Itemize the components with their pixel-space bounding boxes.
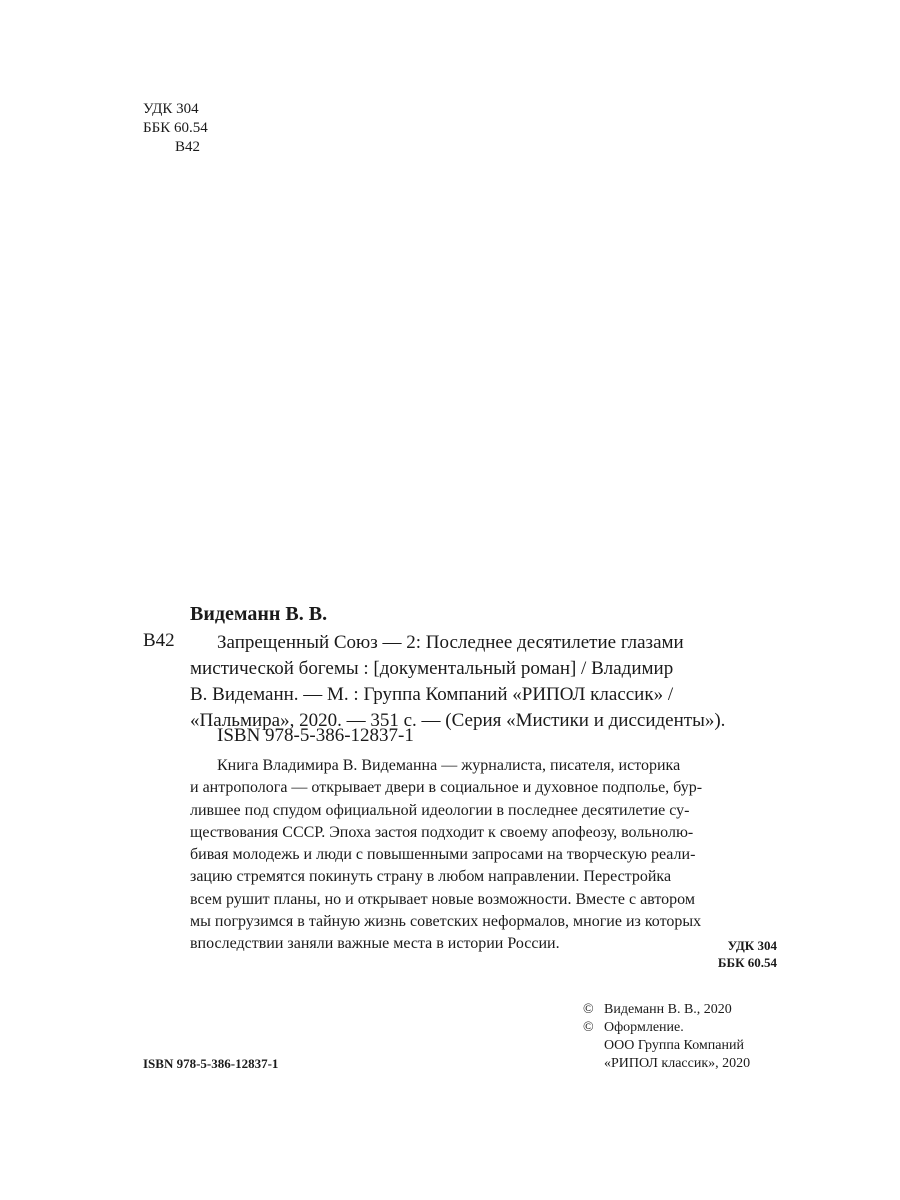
copyright-publisher: ООО Группа Компаний [604,1038,744,1053]
classification-codes-bottom [600,937,777,971]
author-mark: В42 [143,630,175,651]
book-abstract [190,755,780,956]
bibliographic-description [190,630,780,734]
udk-code: УДК 304 [143,101,199,117]
bbk-code: ББК 60.54 [143,120,208,136]
footer-isbn: ISBN 978-5-386-12837-1 [143,1056,279,1071]
classification-codes-top [143,100,208,157]
abstract-line: Книга Владимира В. Видеманна — журналиста, писателя, историка [217,757,681,774]
udk-code: УДК 304 [727,938,777,953]
isbn-entry: ISBN 978-5-386-12837-1 [217,725,414,746]
copyright-design-text: Оформление. [604,1020,684,1035]
abstract-line: бивая молодежь и люди с повышенными запросами на творческую реали- [190,846,696,864]
abstract-line: всем рушит планы, но и открывает новые возможности. Вместе с автором [190,890,695,908]
description-line: мистической богемы : [документальный роман] / Владимир [190,658,674,679]
abstract-line: ществования СССР. Эпоха застоя подходит к своему апофеозу, вольнолю- [190,823,694,841]
copyright-author [583,1001,750,1019]
author-mark-code: В42 [175,139,201,155]
abstract-line: зацию стремятся покинуть страну в любом направлении. Перестройка [190,868,672,886]
abstract-line: мы погрузимся в тайную жизнь советских неформалов, многие из которых [190,913,702,931]
copyright-icon: © [583,1002,594,1017]
description-line: Запрещенный Союз — 2: Последнее десятилетие глазами [217,632,684,653]
copyright-design [583,1019,750,1037]
copyright-icon: © [583,1020,594,1035]
abstract-line: и антрополога — открывает двери в социальное и духовное подполье, бур- [190,779,703,797]
description-line: В. Видеманн. — М. : Группа Компаний «РИПОЛ классик» / [190,684,674,705]
abstract-line: впоследствии заняли важные места в истории России. [190,935,560,953]
copyright-block [583,1001,750,1073]
copyright-publisher: «РИПОЛ классик», 2020 [604,1056,751,1071]
description-line: «Пальмира», 2020. — 351 с. — (Серия «Мистики и диссиденты»). [190,710,726,731]
author-heading: Видеманн В. В. [190,603,328,625]
abstract-line: лившее под спудом официальной идеологии в последнее десятилетие су- [190,801,690,819]
copyright-author-text: Видеманн В. В., 2020 [604,1002,732,1017]
bbk-code: ББК 60.54 [717,955,777,970]
